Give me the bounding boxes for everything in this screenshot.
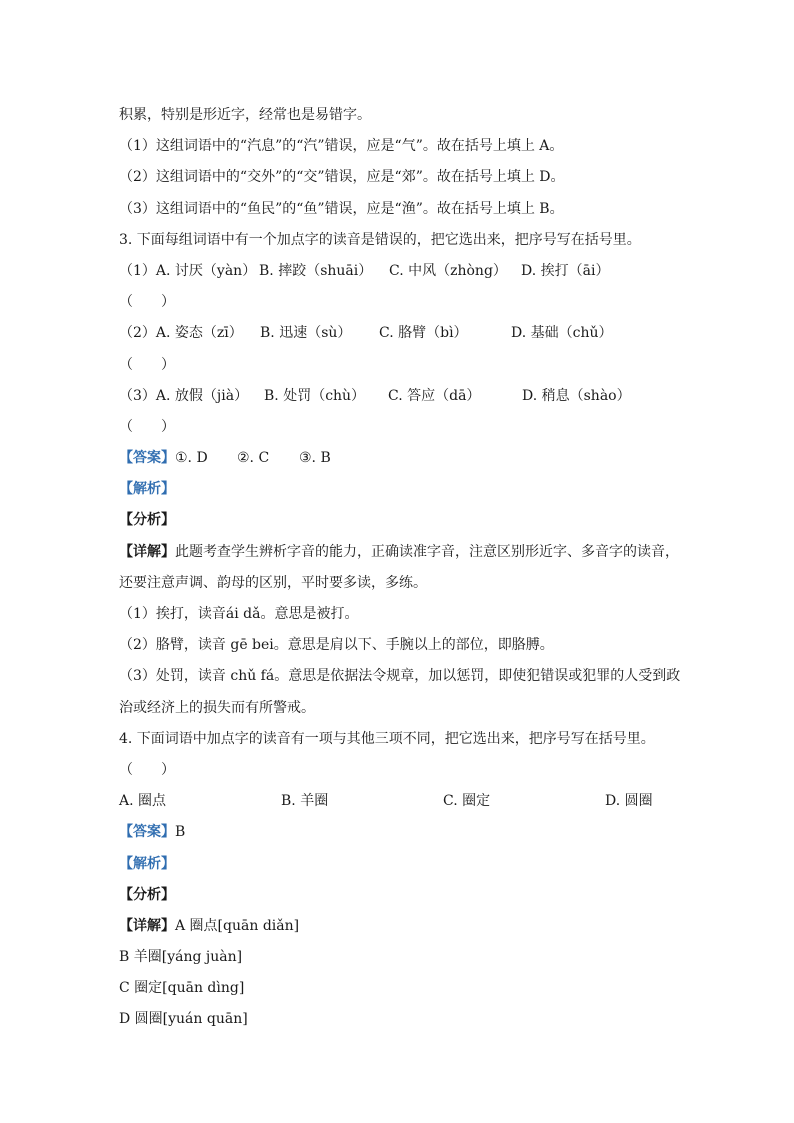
q3-detail-label: 【详解】 [119,543,175,560]
q4-detail-line-2: B 羊圈[yáng juàn] [119,949,243,966]
q3-g2-option-b: B. 迅速（sù） [260,325,352,342]
q3-g3-option-b: B. 处罚（chù） [264,387,366,404]
q4-option-a: A. 圈点 [119,793,167,810]
q4-detail-text-1: A 圈点[quān diǎn] [175,917,300,934]
q3-group-2-options [119,318,679,349]
q3-group-3-blank: （ ） [119,418,175,435]
q3-group-2-blank: （ ） [119,356,175,373]
q3-g3-option-a: （3）A. 放假（jià） [119,387,249,404]
q4-options [119,786,679,817]
q3-fenxi-label: 【分析】 [119,512,175,529]
q4-answer-line [119,817,679,848]
q2-explanation-1: （1）这组词语中的“汽息”的“汽”错误，应是“气”。故在括号上填上 A。 [119,138,564,155]
q3-group-1-options [119,256,679,287]
q3-answer-line [119,443,679,474]
q3-g2-option-c: C. 胳臂（bì） [379,325,468,342]
q3-detail-line-1 [119,537,679,568]
q4-answer-label: 【答案】 [119,824,175,841]
q3-detail-line-2: 还要注意声调、韵母的区别，平时要多读，多练。 [119,574,427,591]
q3-answer-3: ③. B [299,450,331,467]
q3-g2-option-d: D. 基础（chǔ） [511,325,613,342]
q4-jiexi-line [119,849,679,880]
q3-answer-1: ①. D [175,450,208,467]
q3-fenxi-line [119,505,679,536]
q4-jiexi-label: 【解析】 [119,855,175,872]
q3-detail-line-5: （3）处罚，读音 chǔ fá。意思是依据法令规章，加以惩罚，即使犯错误或犯罪的人受到政 [119,668,681,685]
q3-stem: 3. 下面每组词语中有一个加点字的读音是错误的，把它选出来，把序号写在括号里。 [119,231,641,248]
q4-blank: （ ） [119,761,175,778]
q3-group-1-blank: （ ） [119,294,175,311]
q4-detail-line-1 [119,911,679,942]
q3-detail-line-3: （1）挨打，读音ái dǎ。意思是被打。 [119,606,359,622]
q2-explanation-2: （2）这组词语中的“交外”的“交”错误，应是“郊”。故在括号上填上 D。 [119,169,565,186]
q3-g2-option-a: （2）A. 姿态（zī） [119,325,243,342]
intro-line: 积累，特别是形近字，经常也是易错字。 [119,107,371,123]
q3-g3-option-d: D. 稍息（shào） [522,387,631,404]
q4-answer-value: B [175,824,186,841]
q3-jiexi-line [119,474,679,505]
q3-detail-line-4: （2）胳臂，读音 gē bei。意思是肩以下、手腕以上的部位，即胳膊。 [119,637,554,654]
q4-stem: 4. 下面词语中加点字的读音有一项与其他三项不同，把它选出来，把序号写在括号里。 [119,730,655,747]
q3-g1-option-a: （1）A. 讨厌（yàn） [119,262,257,279]
q3-g1-option-b: B. 摔跤（shuāi） [259,262,373,279]
q3-detail-line-6: 治或经济上的损失而有所警戒。 [119,699,315,716]
q3-answer-2: ②. C [237,450,270,467]
q4-fenxi-line [119,880,679,911]
q3-detail-text-1: 此题考查学生辨析字音的能力，正确读准字音，注意区别形近字、多音字的读音， [175,543,679,560]
q4-option-c: C. 圈定 [443,793,491,810]
q3-answer-label: 【答案】 [119,450,175,467]
q4-option-d: D. 圆圈 [605,793,653,810]
q4-detail-label: 【详解】 [119,917,175,934]
q3-jiexi-label: 【解析】 [119,481,175,498]
q4-detail-line-3: C 圈定[quān dìng] [119,980,245,997]
q4-option-b: B. 羊圈 [281,793,329,810]
q2-explanation-3: （3）这组词语中的“鱼民”的“鱼”错误，应是“渔”。故在括号上填上 B。 [119,200,564,217]
q4-detail-line-4: D 圆圈[yuán quān] [119,1011,248,1028]
document-page [119,100,679,1036]
q4-fenxi-label: 【分析】 [119,886,175,903]
q3-g1-option-c: C. 中风（zhòng） [389,262,507,279]
q3-g1-option-d: D. 挨打（āi） [521,262,610,279]
q3-g3-option-c: C. 答应（dā） [388,387,481,404]
q3-group-3-options [119,381,679,412]
